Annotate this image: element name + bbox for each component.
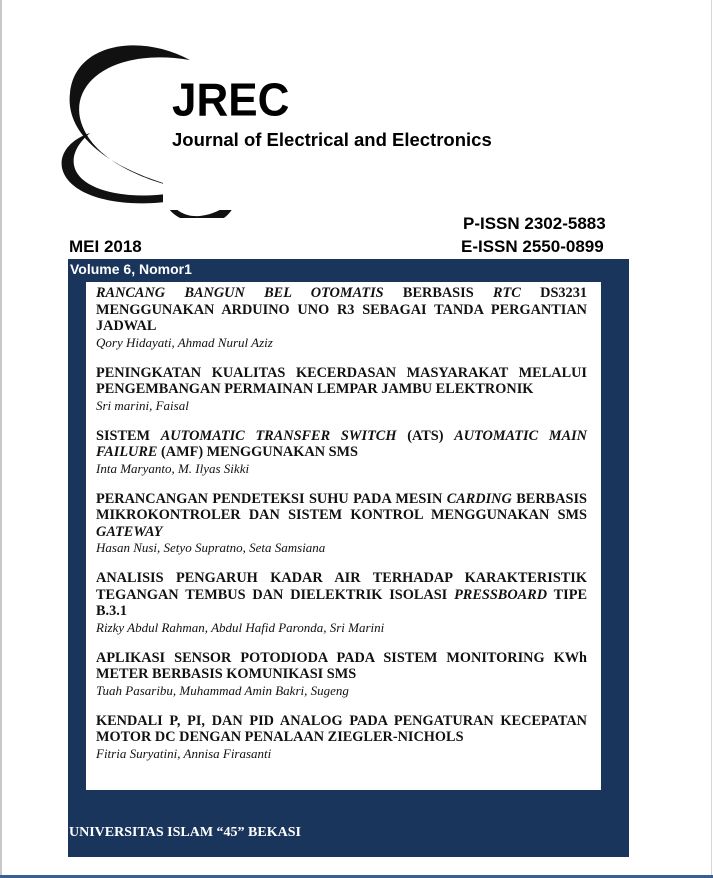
page-right-border bbox=[711, 0, 712, 878]
article-entry bbox=[96, 713, 587, 762]
article-title bbox=[96, 285, 587, 335]
article-title bbox=[96, 713, 587, 746]
article-title-part: TIPE B.3.1 bbox=[96, 586, 587, 619]
article-title bbox=[96, 650, 587, 683]
article-authors: Hasan Nusi, Setyo Supratno, Seta Samsiana bbox=[96, 540, 326, 555]
table-of-contents bbox=[86, 282, 601, 790]
article-title-part: GATEWAY bbox=[96, 523, 163, 540]
article-authors: Qory Hidayati, Ahmad Nurul Aziz bbox=[96, 334, 273, 350]
article-title-part: RANCANG BANGUN BEL OTOMATIS bbox=[96, 285, 384, 301]
article-authors: Fitria Suryatini, Annisa Firasanti bbox=[96, 745, 272, 761]
publisher-name: UNIVERSITAS ISLAM “45” BEKASI bbox=[69, 825, 301, 840]
article-title-part: DS3231 MENGGUNAKAN ARDUINO UNO R3 SEBAGAI TANDA PERGANTIAN JADWAL bbox=[96, 285, 587, 334]
article-title-part: RTC bbox=[492, 285, 521, 301]
article-title-part: BERBASIS MIKROKONTROLER DAN SISTEM KONTROL MENGGUNAKAN SMS bbox=[96, 490, 587, 523]
article-title-part: (ATS) bbox=[396, 427, 455, 444]
article-title-part: AUTOMATIC TRANSFER SWITCH bbox=[160, 427, 397, 444]
article-title-part: KENDALI P, PI, DAN PID ANALOG PADA PENGATURAN KECEPATAN MOTOR DC DENGAN PENALAAN ZIEGLER-NICHOLS bbox=[96, 712, 587, 745]
e-issn: E-ISSN 2550-0899 bbox=[461, 237, 604, 256]
article-title-part: ANALISIS PENGARUH KADAR AIR TERHADAP KARAKTERISTIK TEGANGAN TEMBUS DAN DIELEKTRIK ISOLASI bbox=[96, 570, 587, 603]
article-title-part: PRESSBOARD bbox=[454, 586, 548, 603]
issue-date: MEI 2018 bbox=[69, 237, 142, 256]
article-entry bbox=[96, 365, 587, 414]
article-title bbox=[96, 491, 587, 541]
page-left-border bbox=[0, 0, 2, 878]
article-authors: Rizky Abdul Rahman, Abdul Hafid Paronda, Sri Marini bbox=[96, 619, 385, 635]
article-entry bbox=[96, 491, 587, 557]
article-title-part: SISTEM bbox=[96, 427, 161, 444]
article-title bbox=[96, 365, 587, 398]
article-title-part: PERANCANGAN PENDETEKSI SUHU PADA MESIN bbox=[96, 490, 447, 507]
article-title-part: APLIKASI SENSOR POTODIODA PADA SISTEM MONITORING KWh METER BERBASIS KOMUNIKASI SMS bbox=[96, 649, 587, 682]
journal-acronym: JREC bbox=[172, 74, 290, 127]
article-entry bbox=[96, 428, 587, 477]
journal-full-name: Journal of Electrical and Electronics bbox=[172, 129, 492, 150]
article-entry bbox=[96, 570, 587, 636]
article-entry bbox=[96, 285, 587, 351]
volume-label: Volume 6, Nomor1 bbox=[70, 261, 192, 277]
article-entry bbox=[96, 650, 587, 699]
article-title-part: AUTOMATIC MAIN FAILURE bbox=[96, 427, 587, 460]
article-title bbox=[96, 570, 587, 620]
article-title-part: CARDING bbox=[446, 490, 512, 507]
p-issn: P-ISSN 2302-5883 bbox=[463, 214, 606, 233]
article-authors: Sri marini, Faisal bbox=[96, 397, 189, 413]
article-title bbox=[96, 428, 587, 461]
article-title-part: (AMF) MENGGUNAKAN SMS bbox=[157, 444, 358, 460]
article-authors: Tuah Pasaribu, Muhammad Amin Bakri, Sugeng bbox=[96, 682, 349, 698]
article-title-part: PENINGKATAN KUALITAS KECERDASAN MASYARAKAT MELALUI PENGEMBANGAN PERMAINAN LEMPAR JAMBU ELEKTRONIK bbox=[96, 364, 587, 397]
article-authors: Inta Maryanto, M. Ilyas Sikki bbox=[96, 460, 250, 476]
article-title-part: BERBASIS bbox=[383, 285, 493, 301]
